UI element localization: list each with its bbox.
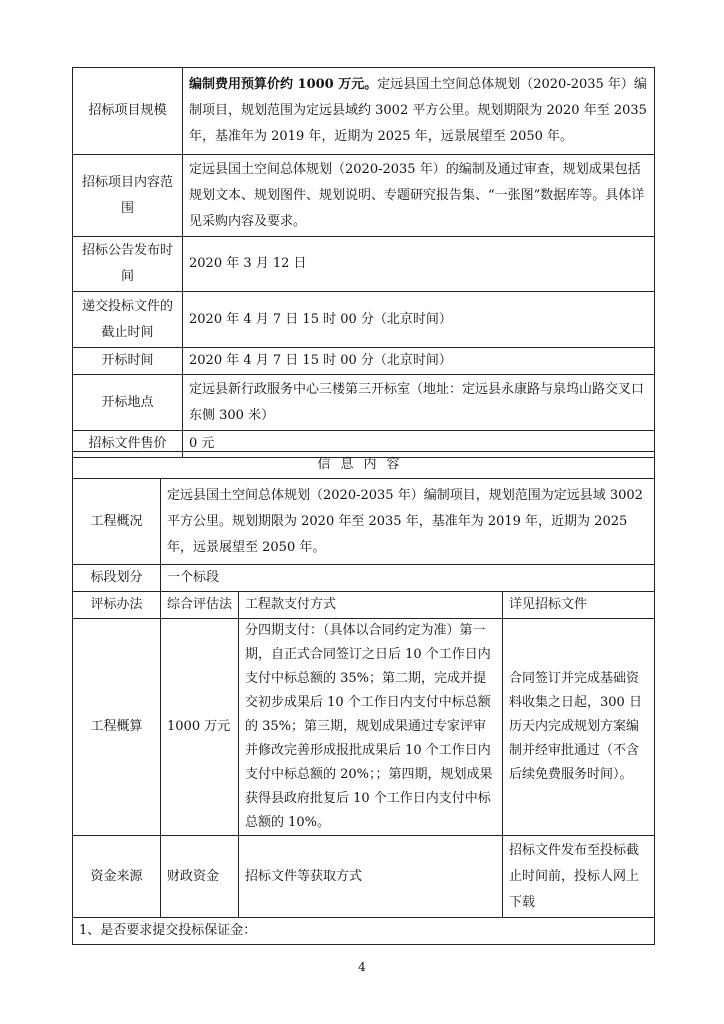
row-label: 招标文件售价	[73, 431, 183, 458]
row-content: 2020 年 3 月 12 日	[183, 237, 655, 292]
table-row	[73, 479, 655, 565]
table-row	[73, 68, 655, 155]
budget-highlight: 编制费用预算价约 1000 万元。	[189, 77, 378, 92]
table-row	[73, 292, 655, 348]
section-value: 一个标段	[161, 565, 655, 592]
schedule-text: 合同签订并完成基础资料收集之日起，300 日历天内完成规划方案编制并经审批通过（不含后续免费服务时间）。	[503, 619, 655, 836]
row-content: 定远县新行政服务中心三楼第三开标室（地址：定远县永康路与泉坞山路交叉口东侧 300 米）	[183, 375, 655, 431]
row-label: 工程概算	[73, 619, 161, 836]
deposit-text: 1、是否要求提交投标保证金：	[73, 918, 655, 945]
row-content: 0 元	[183, 431, 655, 458]
row-label: 开标时间	[73, 348, 183, 375]
row-content: 2020 年 4 月 7 日 15 时 00 分（北京时间）	[183, 292, 655, 348]
scale-text: 定远县国土空间总体规划（2020-2035 年）编制项目，规划范围为定远县域约 3002 平方公里。规划期限为 2020 年至 2035 年，基准年为 2019 年，近期为 2025 年，远景展望至 2050 年。	[189, 77, 647, 144]
payment-ref: 详见招标文件	[503, 592, 655, 619]
doc-label: 招标文件等获取方式	[239, 836, 503, 918]
table-row	[73, 237, 655, 292]
table-row	[73, 375, 655, 431]
fund-value: 财政资金	[161, 836, 239, 918]
row-label: 递交投标文件的截止时间	[73, 292, 183, 348]
table-row	[73, 565, 655, 592]
section-header: 信息内容	[73, 452, 655, 479]
row-label: 评标办法	[73, 592, 161, 619]
project-info-table	[72, 451, 655, 945]
tender-info-table	[72, 67, 655, 458]
table-row	[73, 836, 655, 918]
payment-text: 分四期支付：（具体以合同约定为准）第一期，自正式合同签订之日后 10 个工作日内支付中标总额的 35%；第二期，完成并提交初步成果后 10 个工作日内支付中标总额的 35%；第三期，规划成果通过专家评审并修改完善形成报批成果后 10 个工作日内支付中标总额的 20%；；第四期，规划成果获得县政府批复后 10 个工作日内支付中标总额的 10%。	[239, 619, 503, 836]
eval-value: 综合评估法	[161, 592, 239, 619]
row-content: 2020 年 4 月 7 日 15 时 00 分（北京时间）	[183, 348, 655, 375]
doc-text: 招标文件发布至投标截止时间前，投标人网上下载	[503, 836, 655, 918]
row-label: 资金来源	[73, 836, 161, 918]
row-label: 标段划分	[73, 565, 161, 592]
table-row	[73, 592, 655, 619]
budget-value: 1000 万元	[161, 619, 239, 836]
row-label: 招标项目规模	[73, 68, 183, 155]
payment-label: 工程款支付方式	[239, 592, 503, 619]
row-content	[183, 68, 655, 155]
row-label: 工程概况	[73, 479, 161, 565]
table-row	[73, 348, 655, 375]
table-row	[73, 452, 655, 479]
overview-text: 定远县国土空间总体规划（2020-2035 年）编制项目，规划范围为定远县域 3002 平方公里。规划期限为 2020 年至 2035 年，基准年为 2019 年，近期为 2025 年，远景展望至 2050 年。	[161, 479, 655, 565]
row-content: 定远县国土空间总体规划（2020-2035 年）的编制及通过审查，规划成果包括规划文本、规划图件、规划说明、专题研究报告集、“一张图”数据库等。具体详见采购内容及要求。	[183, 155, 655, 237]
table-row	[73, 918, 655, 945]
table-row	[73, 619, 655, 836]
row-label: 招标项目内容范围	[73, 155, 183, 237]
row-label: 开标地点	[73, 375, 183, 431]
table-row	[73, 155, 655, 237]
row-label: 招标公告发布时间	[73, 237, 183, 292]
page-number: 4	[358, 960, 366, 974]
